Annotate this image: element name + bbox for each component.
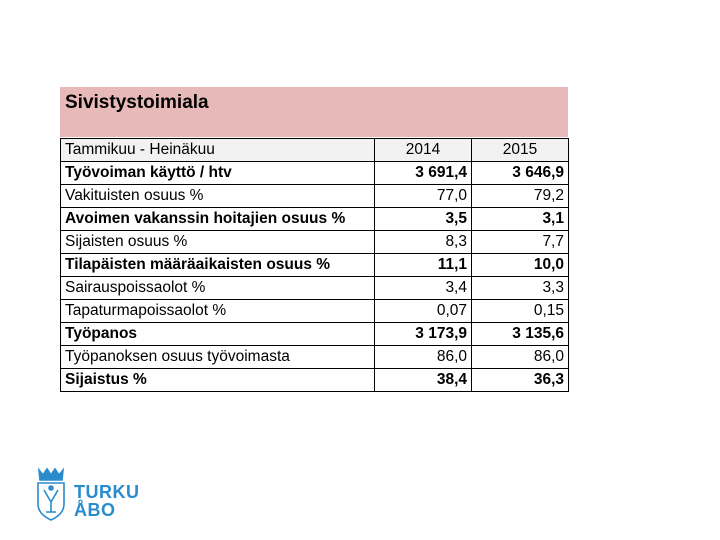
value-2014: 3 173,9 (375, 323, 472, 346)
value-2015: 10,0 (472, 254, 569, 277)
year-2015-header: 2015 (472, 139, 569, 162)
table-row (61, 208, 569, 231)
row-label: Sijaistus % (61, 369, 375, 392)
row-label: Tapaturmapoissaolot % (61, 300, 375, 323)
table-header-row (61, 139, 569, 162)
logo-text-abo: ÅBO (74, 500, 116, 520)
year-2014-header: 2014 (375, 139, 472, 162)
value-2015: 0,15 (472, 300, 569, 323)
row-label: Sairauspoissaolot % (61, 277, 375, 300)
row-label: Työpanoksen osuus työvoimasta (61, 346, 375, 369)
logo-text-turku: TURKU (74, 482, 140, 502)
value-2015: 86,0 (472, 346, 569, 369)
value-2014: 11,1 (375, 254, 472, 277)
turku-crest-icon (34, 466, 68, 522)
value-2015: 3,1 (472, 208, 569, 231)
table-row (61, 162, 569, 185)
table-row (61, 231, 569, 254)
table-row (61, 277, 569, 300)
value-2015: 3,3 (472, 277, 569, 300)
table-row (61, 254, 569, 277)
slide-title: Sivistystoimiala (65, 92, 209, 113)
turku-logo (34, 466, 144, 522)
value-2015: 7,7 (472, 231, 569, 254)
value-2014: 3,5 (375, 208, 472, 231)
value-2014: 38,4 (375, 369, 472, 392)
table-row (61, 346, 569, 369)
title-band (60, 87, 568, 137)
value-2014: 3,4 (375, 277, 472, 300)
table-row (61, 185, 569, 208)
row-label: Avoimen vakanssin hoitajien osuus % (61, 208, 375, 231)
value-2015: 36,3 (472, 369, 569, 392)
period-label: Tammikuu - Heinäkuu (61, 139, 375, 162)
row-label: Tilapäisten määräaikaisten osuus % (61, 254, 375, 277)
value-2015: 79,2 (472, 185, 569, 208)
row-label: Työvoiman käyttö / htv (61, 162, 375, 185)
table-row (61, 323, 569, 346)
statistics-table (60, 138, 569, 392)
value-2014: 0,07 (375, 300, 472, 323)
row-label: Vakituisten osuus % (61, 185, 375, 208)
value-2015: 3 646,9 (472, 162, 569, 185)
value-2015: 3 135,6 (472, 323, 569, 346)
value-2014: 86,0 (375, 346, 472, 369)
table-row (61, 300, 569, 323)
table-row (61, 369, 569, 392)
row-label: Työpanos (61, 323, 375, 346)
value-2014: 3 691,4 (375, 162, 472, 185)
value-2014: 8,3 (375, 231, 472, 254)
row-label: Sijaisten osuus % (61, 231, 375, 254)
value-2014: 77,0 (375, 185, 472, 208)
